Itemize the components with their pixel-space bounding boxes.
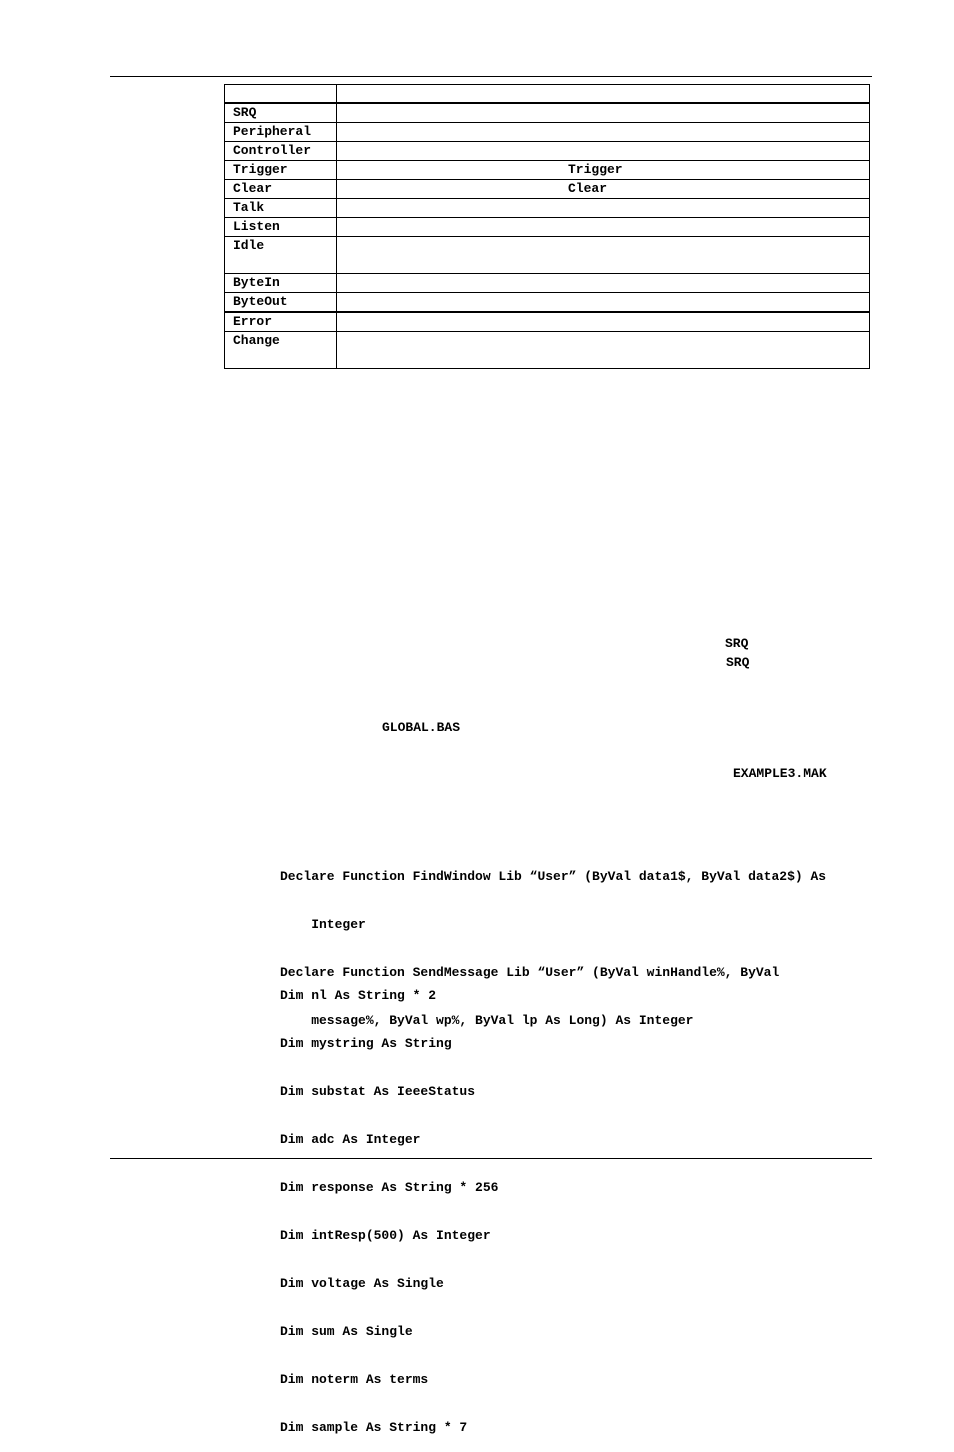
code-line: Dim sample As String * 7 xyxy=(280,1420,468,1435)
code-line: Integer xyxy=(280,917,366,932)
code-line: Declare Function SendMessage Lib “User” (ByVal winHandle%, ByVal xyxy=(280,965,780,980)
table-cell-name: Controller xyxy=(225,142,337,161)
table-cell-desc xyxy=(337,103,870,123)
table-cell-name: ByteOut xyxy=(225,293,337,313)
table-row xyxy=(225,123,870,142)
table-row xyxy=(225,161,870,180)
table-cell-name: Idle xyxy=(225,237,337,274)
code-line: Dim noterm As terms xyxy=(280,1372,429,1387)
code-line: Declare Function FindWindow Lib “User” (ByVal data1$, ByVal data2$) As xyxy=(280,869,827,884)
code-line: Dim nl As String * 2 xyxy=(280,988,437,1003)
code-line: Dim voltage As Single xyxy=(280,1276,444,1291)
table-cell-desc xyxy=(337,332,870,369)
table-row xyxy=(225,103,870,123)
code-line: Dim intResp(500) As Integer xyxy=(280,1228,491,1243)
footer-rule xyxy=(110,1158,872,1159)
table-cell-desc xyxy=(337,199,870,218)
table-cell-name: Talk xyxy=(225,199,337,218)
table-cell-name: ByteIn xyxy=(225,274,337,293)
inline-code-srq: SRQ xyxy=(726,655,750,670)
table-row xyxy=(225,312,870,332)
code-line: Dim substat As IeeeStatus xyxy=(280,1084,476,1099)
table-row xyxy=(225,274,870,293)
table-cell-desc xyxy=(337,180,870,199)
table-row xyxy=(225,332,870,369)
inline-code-srq: SRQ xyxy=(725,636,749,651)
table-cell-desc xyxy=(337,123,870,142)
table-cell-name: Error xyxy=(225,312,337,332)
table-cell-name: SRQ xyxy=(225,103,337,123)
code-line: Dim mystring As String xyxy=(280,1036,452,1051)
table-cell-desc-code: Clear xyxy=(568,181,608,196)
table-header-row xyxy=(225,85,870,104)
code-line: message%, ByVal wp%, ByVal lp As Long) As Integer xyxy=(280,1013,694,1028)
table-row xyxy=(225,293,870,313)
table-cell-desc xyxy=(337,161,870,180)
table-row xyxy=(225,180,870,199)
table-cell-name: Trigger xyxy=(225,161,337,180)
table-row xyxy=(225,199,870,218)
table-cell-desc xyxy=(337,293,870,313)
code-line: Dim sum As Single xyxy=(280,1324,413,1339)
table-cell-name: Listen xyxy=(225,218,337,237)
table-cell-desc xyxy=(337,237,870,274)
dim-code-block xyxy=(280,956,498,1452)
table-header-name xyxy=(225,85,337,104)
table-cell-name: Clear xyxy=(225,180,337,199)
status-table xyxy=(224,84,870,369)
table-cell-desc-code: Trigger xyxy=(568,162,623,177)
table-row xyxy=(225,218,870,237)
code-line: Dim adc As Integer xyxy=(280,1132,421,1147)
table-cell-name: Change xyxy=(225,332,337,369)
table-row xyxy=(225,142,870,161)
inline-code-global-bas: GLOBAL.BAS xyxy=(382,720,461,735)
table-cell-name: Peripheral xyxy=(225,123,337,142)
table-header-desc xyxy=(337,85,870,104)
table-cell-desc xyxy=(337,142,870,161)
inline-code-example-mak: EXAMPLE3.MAK xyxy=(733,766,827,781)
table-cell-desc xyxy=(337,274,870,293)
table-cell-desc xyxy=(337,312,870,332)
table-cell-desc xyxy=(337,218,870,237)
table-row xyxy=(225,237,870,274)
code-line: Dim response As String * 256 xyxy=(280,1180,499,1195)
header-rule xyxy=(110,76,872,77)
